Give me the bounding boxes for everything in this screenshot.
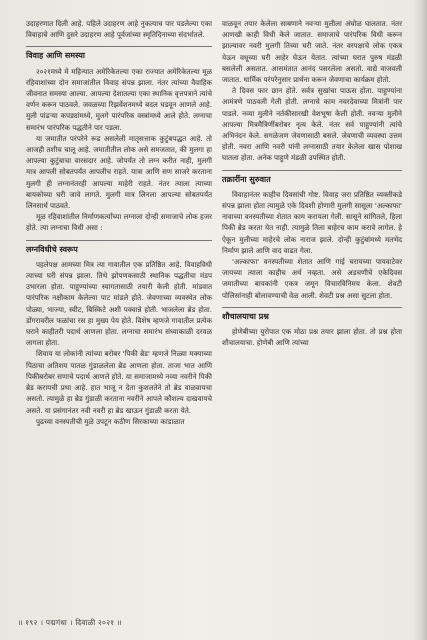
paragraph: उदाहरणात दिली आहे. पहिले उदाहरण आहे नुकत्याच पार पडलेल्या एका विवाहाचे आणि दुसरे उदाहरण आहे पूर्वजांच्या स्मृतिदिनाच्या संदर्भातले. bbox=[26, 19, 212, 40]
paragraph: पुढच्या वनस्पतीची मुळे उपटून कठीण सिरकाच्या काडाळात bbox=[36, 416, 185, 426]
paragraph: या जमातीत परंपरेने रूढ असलेली मातृसत्ताक कुटुंबपद्धत आहे. तो आजही तशीच चालू आहे. जमातीतील लोक असे समजतात, की मुलगा हा आपल्या कुटुंबाचा वारसदार आहे. जोपर्यंत तो लग्न करीत नाही, मुलगी मात्र आपली सोबतपर्यंत आपलीच राहते. यात्रा आणि सण साजरे करताना मुलगी ही लग्नानंतरही आपल्या माहेरी राहते. नंतर त्याला त्याच्या बायकोच्या घरी जावे लागते. मुलगी मात्र लिनला आपल्या सोबतपर्यंत लिनसार्थ पाठवते. bbox=[26, 133, 212, 211]
paragraph: शिवाय या लोकांनी त्यांच्या बरोबर 'पिकी ब्रेड' म्हणजे निळ्या मक्याच्या पिठाचा अतिशय पातळ गुंडाळलेला ब्रेड आणला होता. ताजा भात आणि पिकीबरोबर सणाचे पदार्थ आणले होते. या समाजामध्ये नव्या नवरीने पिकी ब्रेड करायची प्रथा आहे. हात भाजू न देता कुशलतेने तो ब्रेड वाळवायचा असतो. त्यामुळे हा ब्रेड गुंडाळी करताना नवरीने आपले कौशल्य दाखवायचे असते. या प्रसंगानंतर नवी नवरी हा ब्रेड खाऊन गुंडाळी करता येते. bbox=[26, 349, 212, 415]
paragraph: ते दिवस फार छान होते. सर्वत्र सुखांचा पाऊस होता. पाहुण्यांना आमंत्रणे पाठवली गेली होती. लग्नाचे काम नवरदेवाच्या मित्रांनी पार पाडले. नव्या मुलीने नर्तकीसारखी वेशभूषा केली होती. नवऱ्या मुलीने आपल्या मित्रमैत्रिणींबरोबर नृत्य केले. नंतर सर्व पाहुण्यांनी त्यांचे अभिनंदन केले. सगळेजण जेवणासाठी बसले. जेवणाची व्यवस्था उत्तम होती. नवरा आणि नवरी यांनी लग्नासाठी तयार केलेला खास पोशाख घातला होता. अनेक पाहुणे मंडळी उपस्थित होती. bbox=[222, 86, 402, 163]
right-column bbox=[222, 18, 402, 348]
left-column bbox=[26, 18, 212, 427]
page-fold-shadow bbox=[413, 0, 427, 640]
paragraph: पहलेपक्ष आमच्या मित्र त्या गावातील एक प्रतिष्ठित आहे. विवाहविधी त्याच्या घरी संपन्न झाला. तिथे झोपणकसाठी स्थानिक पद्धतीचा मंडप उभारला होता. पाहुण्यांच्या स्वागतासाठी तयारी केली होती. मांडवात पारंपरिक नक्षीकाम केलेल्या पाट मांडले होते. जेवणाच्या व्यवस्थेत लोक पोळ्या, भाज्या, स्वीट, बिस्किटे अशी पक्वान्ने होती. भाजलेला ब्रेड होता. डोंगरावरील फळांचा रस हा मुख्य पेय होते. विशेष म्हणजे गावातील प्रत्येक घराने काहीतरी पदार्थ आणला होता. लग्नाचा समारंभ संध्याकाळी दरवळ लागला होता. bbox=[26, 259, 212, 348]
section-heading: तक्रारींना सुरुवात bbox=[222, 170, 402, 185]
paragraph: विवाहानंतर काहीच दिवसांची गोष्ट. विवाह जरा प्रतिष्ठित व्यक्तीकडे संपन्न झाला होता त्यामुळे एके दिवशी होणारी मुलगी सासूला 'अल्काफा' नावाच्या वनस्पतीच्या शेतात काम करायला गेली. सासूने सांगितले, हिला पिकी ब्रेड करता येत नाही. त्यामुळे तिला बाहेरच काम करावे लागेल. हे ऐकून मुलीच्या माहेरचे लोक नाराज झाले. दोन्ही कुटुंबांमध्ये मतभेद निर्माण झाले आणि वाद वाढत गेला. bbox=[222, 189, 402, 255]
section-heading: शौचालयाचा प्रश्न bbox=[222, 307, 402, 322]
paragraph: होणेबीच्या युरोपात एक मोठा प्रश्न तयार झाला होता. तो प्रश्न होता शौचालयाचा. होणेबी आणि त्यांच्या bbox=[222, 327, 402, 348]
paragraph: 'अल्काफा' वनस्पतीच्या शेतात आणि गाई चरायच्या पायवाटेवर जायच्या त्याला काहीच अर्थ नव्हता. असे अडचणीचे एकेदिवस जमातीच्या बायकांनी एकत्र जमून विचारविनिमय केला. शेवटी पोलिसांनाही बोलावण्याची वेळ आली. शेवटी प्रश्न असा सुटला होता. bbox=[222, 257, 402, 300]
paragraph: वाळवून तयार केलेला साबणाने नवऱ्या मुलीला अंघोळ घालतात. नंतर आणखी काही विधी केले जातात. समाजाचे पारंपरिक विधी करून झाल्यावर नवरी मुलगी तिच्या घरी जाते. नंतर वरपक्षाचे लोक एकत्र येऊन वधूच्या घरी आहेर घेऊन येतात. त्यांच्या घरात पुरुष मंडळी बसलेली असतात. आसमंतात आनंद पसरलेला असतो. वाद्ये वाजवली जातात. धार्मिक परंपरेनुसार प्रार्थना करून जेवणाचा कार्यक्रम होतो. bbox=[222, 19, 402, 85]
section-heading: लग्नविधीचे स्वरूप bbox=[26, 240, 212, 255]
paragraph: मूळ रहिवाशांतील निर्माणकर्त्यांच्या लग्नाला दोन्ही समाजाचे लोक हजर होते. त्या लग्नाचा विधी असा : bbox=[26, 212, 212, 233]
page-footer: ॥ १९२ । पद्मगंधा । दिवाळी २०२१ ॥ bbox=[18, 618, 122, 627]
section-heading: विवाह आणि समस्या bbox=[26, 46, 212, 61]
paragraph: २०२१मध्ये मे महिन्यात अमेरिकेतल्या एका राज्यात अमेरिकेतल्या मूळ रहिवाशांच्या दोन समाजांतील विवाह संपन्न झाला. नंतर त्यांच्या वैवाहिक जीवनात समस्या आल्या. आपल्या देशातल्या एका स्थानिक वृत्तपत्राने त्यांचे वर्णन करून पाठवले. जवळच्या रिझर्वेशनमध्ये बदल घडवून आणले आहे. मुली पांढऱ्या कपड्यांमध्ये, मुलगे पारंपरिक वस्त्रांमध्ये आले होते. लग्नाचा समारंभ पारंपरिक पद्धतीने पार पडला. bbox=[26, 66, 212, 132]
